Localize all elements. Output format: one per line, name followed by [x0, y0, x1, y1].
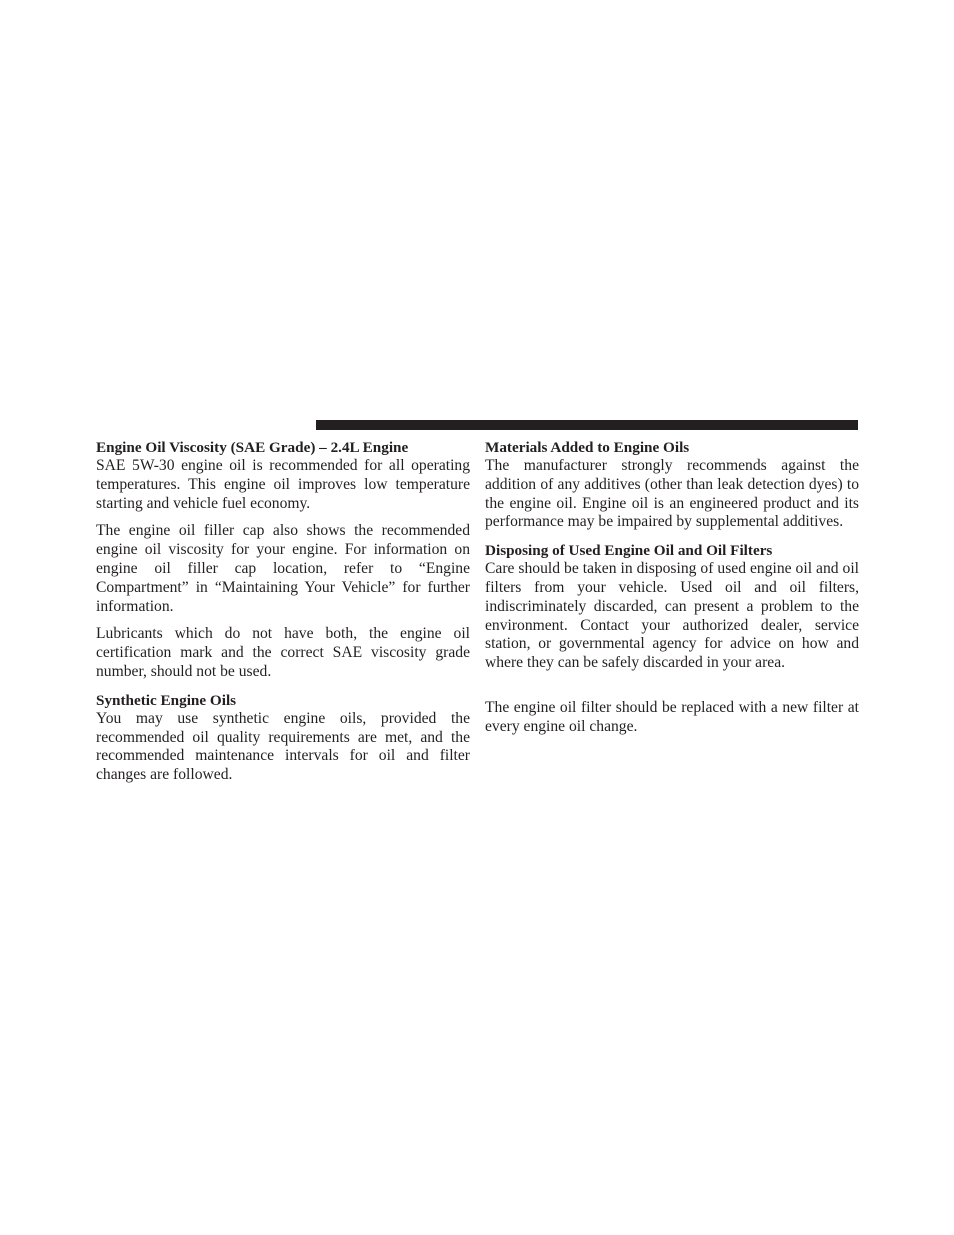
paragraph-synthetic-oils: You may use synthetic engine oils, provided the recommended oil quality requirements are met, and the recommended maintenance intervals for oil and filter changes are followed.	[96, 709, 470, 784]
right-column	[485, 438, 859, 737]
left-column	[96, 438, 470, 785]
paragraph-oil-filter: The engine oil filter should be replaced with a new filter at every engine oil change.	[485, 698, 859, 735]
paragraph-sae-recommendation: SAE 5W-30 engine oil is recommended for all operating temperatures. This engine oil improves low temperature starting and vehicle fuel economy.	[96, 457, 470, 512]
heading-materials-added: Materials Added to Engine Oils	[485, 439, 690, 456]
heading-synthetic-engine-oils: Synthetic Engine Oils	[96, 691, 237, 709]
paragraph-disposal: Care should be taken in disposing of used engine oil and oil filters from your vehicle. Used oil and oil filters, indiscriminately discarded, can present a problem to the environment. Contact your authorized dealer, service station, or governmental agency for advice on how and where they can be safely discarded in your area.	[485, 560, 859, 672]
section-header-bar	[316, 420, 858, 430]
paragraph-lubricants: Lubricants which do not have both, the engine oil certification mark and the correct SAE viscosity grade number, should not be used.	[96, 625, 470, 680]
heading-disposing-used-oil: Disposing of Used Engine Oil and Oil Filters	[485, 542, 773, 560]
heading-engine-oil-viscosity: Engine Oil Viscosity (SAE Grade) – 2.4L Engine	[96, 439, 409, 456]
paragraph-additives: The manufacturer strongly recommends against the addition of any additives (other than leak detection dyes) to the engine oil. Engine oil is an engineered product and its performance may be impaired by supplemental additives.	[485, 457, 859, 531]
paragraph-filler-cap: The engine oil filler cap also shows the recommended engine oil viscosity for your engine. For information on engine oil filler cap location, refer to “Engine Compartment” in “Maintaining Your Vehicle” for further information.	[96, 522, 470, 615]
